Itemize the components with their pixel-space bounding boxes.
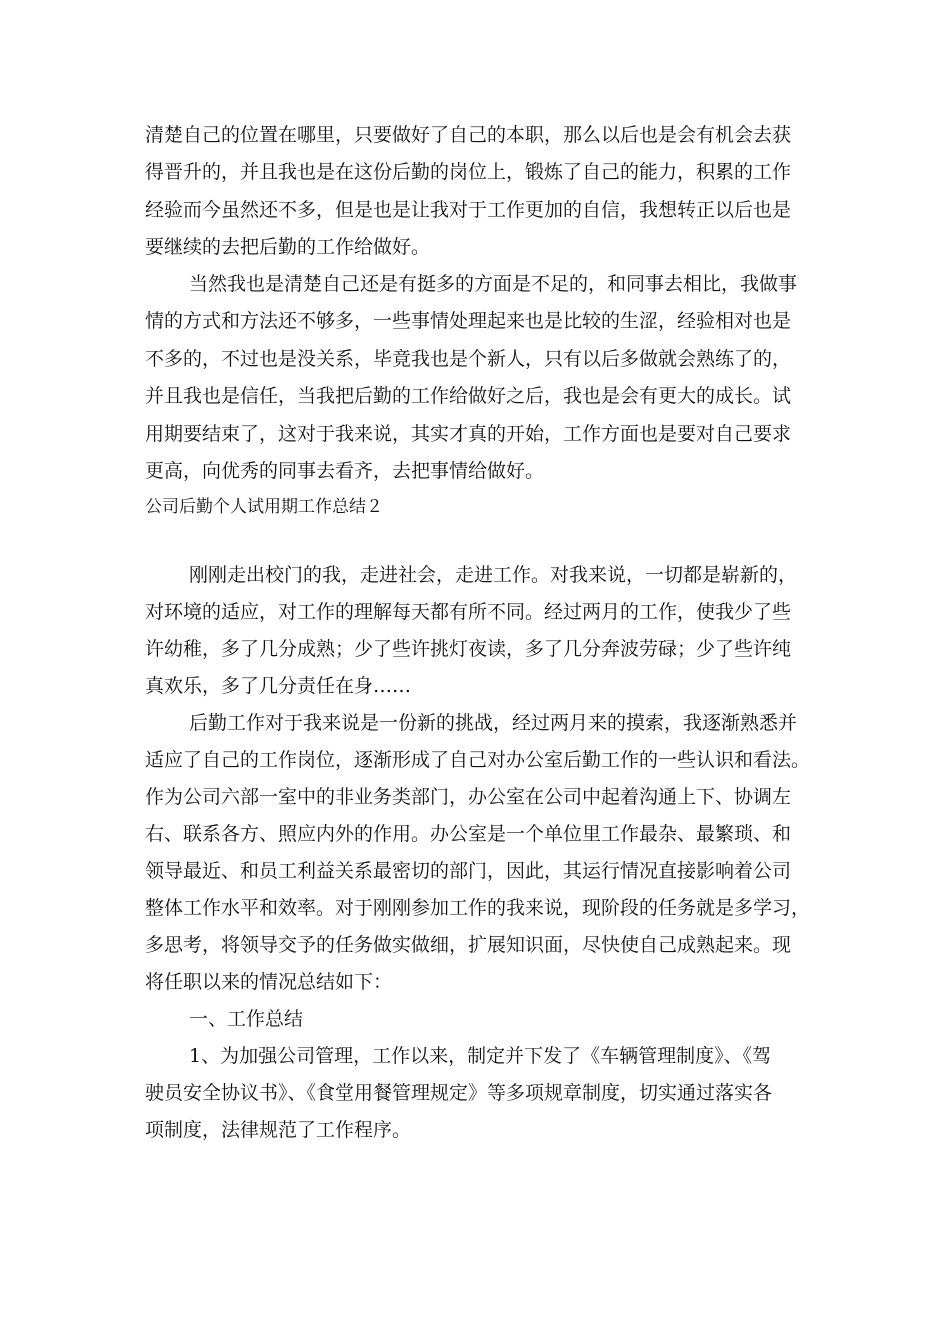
text-line: 清楚自己的位置在哪里，只要做好了自己的本职，那么以后也是会有机会去获	[145, 124, 792, 146]
text-line: 右、联系各方、照应内外的作用。办公室是一个单位里工作最杂、最繁琐、和	[145, 823, 792, 845]
text-line: 驶员安全协议书》、《食堂用餐管理规定》等多项规章制度，切实通过落实各	[145, 1082, 773, 1104]
text-line: 经验而今虽然还不多，但是也是让我对于工作更加的自信，我想转正以后也是	[145, 199, 792, 221]
text-line: 更高，向优秀的同事去看齐，去把事情给做好。	[145, 460, 545, 482]
text-line: 当然我也是清楚自己还是有挺多的方面是不足的，和同事去相比，我做事	[189, 273, 798, 295]
text-line: 领导最近、和员工利益关系最密切的部门，因此，其运行情况直接影响着公司	[145, 860, 792, 882]
text-line: 许幼稚，多了几分成熟；少了些许挑灯夜读，多了几分奔波劳碌；少了些许纯	[145, 638, 792, 660]
text-line: 适应了自己的工作岗位，逐渐形成了自己对办公室后勤工作的一些认识和看法。	[145, 749, 811, 771]
text-line: 情的方式和方法还不够多，一些事情处理起来也是比较的生涩，经验相对也是	[145, 310, 792, 332]
subheading: 一、工作总结	[189, 1008, 304, 1030]
text-line: 1、为加强公司管理，工作以来，制定并下发了《车辆管理制度》、《驾	[189, 1045, 772, 1067]
text-line: 后勤工作对于我来说是一份新的挑战，经过两月来的摸索，我逐渐熟悉并	[189, 712, 798, 734]
text-line: 将任职以来的情况总结如下：	[145, 971, 393, 993]
text-line: 多思考，将领导交予的任务做实做细，扩展知识面，尽快使自己成熟起来。现	[145, 934, 792, 956]
text-line: 要继续的去把后勤的工作给做好。	[145, 236, 431, 258]
text-line: 真欢乐，多了几分责任在身……	[145, 675, 412, 697]
text-line: 刚刚走出校门的我，走进社会，走进工作。对我来说，一切都是崭新的，	[189, 564, 798, 586]
section-title: 公司后勤个人试用期工作总结２	[145, 497, 383, 517]
text-line: 不多的，不过也是没关系，毕竟我也是个新人，只有以后多做就会熟练了的，	[145, 348, 792, 370]
text-line: 整体工作水平和效率。对于刚刚参加工作的我来说，现阶段的任务就是多学习，	[145, 897, 811, 919]
text-line: 作为公司六部一室中的非业务类部门，办公室在公司中起着沟通上下、协调左	[145, 786, 792, 808]
text-line: 项制度，法律规范了工作程序。	[145, 1119, 412, 1141]
text-line: 对环境的适应，对工作的理解每天都有所不同。经过两月的工作，使我少了些	[145, 601, 792, 623]
text-line: 并且我也是信任，当我把后勤的工作给做好之后，我也是会有更大的成长。试	[145, 385, 792, 407]
text-line: 用期要结束了，这对于我来说，其实才真的开始，工作方面也是要对自己要求	[145, 423, 792, 445]
text-line: 得晋升的，并且我也是在这份后勤的岗位上，锻炼了自己的能力，积累的工作	[145, 161, 792, 183]
